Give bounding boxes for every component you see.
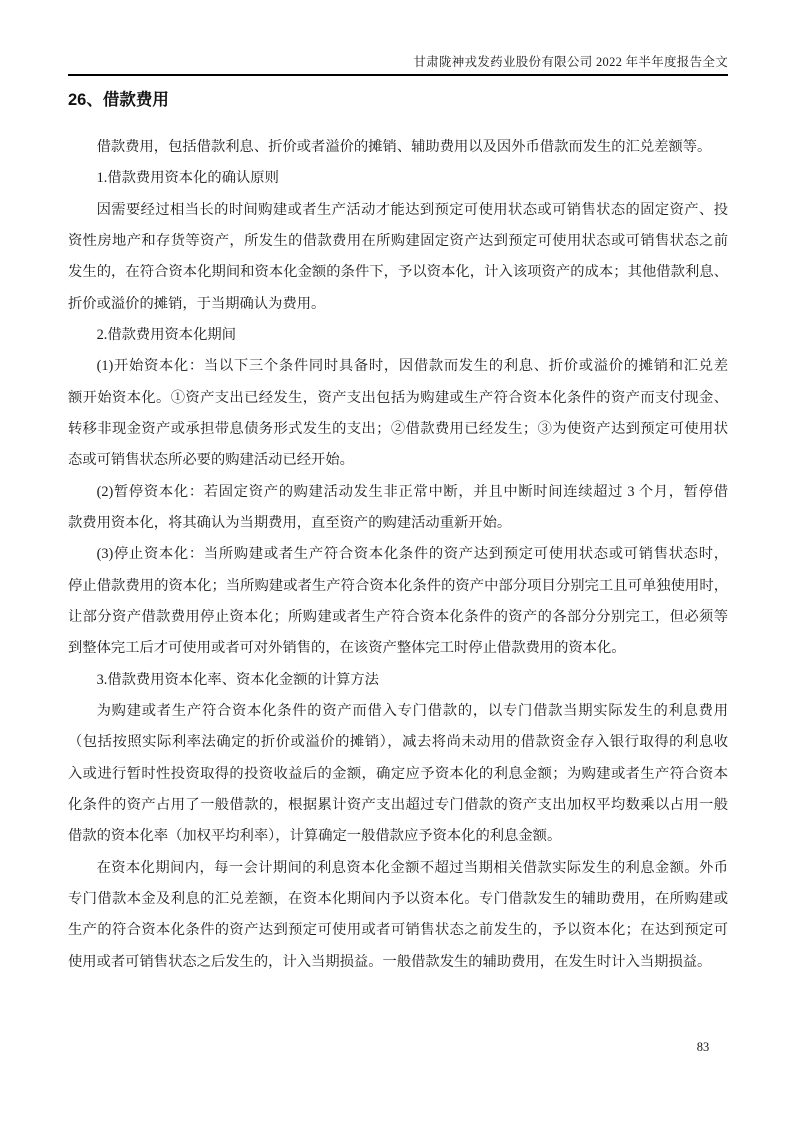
text-line: (1)开始资本化：当以下三个条件同时具备时，因借款而发生的利息、折价或溢价的摊销和汇兑差 [96,358,728,375]
text-line: 态或可销售状态所必要的购建活动已经开始。 [68,452,354,469]
text-line: 生产的符合资本化条件的资产达到预定可使用或者可销售状态之前发生的，予以资本化；在达到预定可 [68,922,728,939]
text-line: 3.借款费用资本化率、资本化金额的计算方法 [96,671,379,688]
text-line: 到整体完工后才可使用或者可对外销售的，在该资产整体完工时停止借款费用的资本化。 [68,640,626,657]
text-line: 在资本化期间内，每一会计期间的利息资本化金额不超过当期相关借款实际发生的利息金额。外币 [96,859,728,876]
text-line: 额开始资本化。①资产支出已经发生，资产支出包括为购建或生产符合资本化条件的资产而支付现金、 [68,389,728,406]
paragraph [68,853,728,978]
text-line: 化条件的资产占用了一般借款的，根据累计资产支出超过专门借款的资产支出加权平均数乘以占用一般 [68,796,728,813]
section-heading: 26、借款费用 [68,91,169,109]
paragraph [68,132,728,163]
section-body [68,132,728,978]
page-header [68,54,728,70]
paragraph [68,195,728,320]
text-line: 借款费用，包括借款利息、折价或者溢价的摊销、辅助费用以及因外币借款而发生的汇兑差额等。 [96,139,712,155]
paragraph [68,477,728,540]
text-line: 2.借款费用资本化期间 [96,326,236,343]
text-line: 款费用资本化，将其确认为当期费用，直至资产的购建活动重新开始。 [68,514,512,531]
text-line: 让部分资产借款费用停止资本化；所购建或者生产符合资本化条件的资产的各部分分别完工，但必须等 [68,608,728,625]
text-line: 资性房地产和存货等资产，所发生的借款费用在所购建固定资产达到预定可使用状态或可销售状态之前 [68,232,728,249]
paragraph [68,320,728,351]
text-line: 1.借款费用资本化的确认原则 [96,170,279,187]
text-line: (2)暂停资本化：若固定资产的购建活动发生非正常中断，并且中断时间连续超过 3 个月，暂停借 [96,483,728,500]
paragraph [68,665,728,696]
header-rule [68,74,728,76]
paragraph [68,696,728,853]
text-line: (3)停止资本化：当所购建或者生产符合资本化条件的资产达到预定可使用状态或可销售状态时， [96,546,728,563]
text-line: 停止借款费用的资本化；当所购建或者生产符合资本化条件的资产中部分项目分别完工且可单独使用时， [68,577,728,594]
header-title: 甘肃陇神戎发药业股份有限公司 2022 年半年度报告全文 [413,55,728,69]
text-line: 入或进行暂时性投资取得的投资收益后的金额，确定应予资本化的利息金额；为购建或者生产符合资本 [68,765,728,782]
text-line: 为购建或者生产符合资本化条件的资产而借入专门借款的，以专门借款当期实际发生的利息费用 [96,702,728,719]
paragraph [68,351,728,476]
paragraph [68,539,728,664]
text-line: 折价或溢价的摊销，于当期确认为费用。 [68,295,326,312]
text-line: 转移非现金资产或承担带息债务形式发生的支出；②借款费用已经发生；③为使资产达到预定可使用状 [68,420,728,437]
text-line: 借款的资本化率（加权平均利率），计算确定一般借款应予资本化的利息金额。 [68,828,562,845]
text-line: （包括按照实际利率法确定的折价或溢价的摊销），减去将尚未动用的借款资金存入银行取得的利息收 [68,734,728,751]
text-line: 因需要经过相当长的时间购建或者生产活动才能达到预定可使用状态或可销售状态的固定资产、投 [96,201,728,218]
text-line: 专门借款本金及利息的汇兑差额，在资本化期间内予以资本化。专门借款发生的辅助费用，在所购建或 [68,890,728,907]
page-number: 83 [696,1040,710,1054]
text-line: 发生的，在符合资本化期间和资本化金额的条件下，予以资本化，计入该项资产的成本；其他借款利息、 [68,264,728,281]
text-line: 使用或者可销售状态之后发生的，计入当期损益。一般借款发生的辅助费用，在发生时计入当期损益。 [68,953,712,970]
paragraph [68,163,728,194]
